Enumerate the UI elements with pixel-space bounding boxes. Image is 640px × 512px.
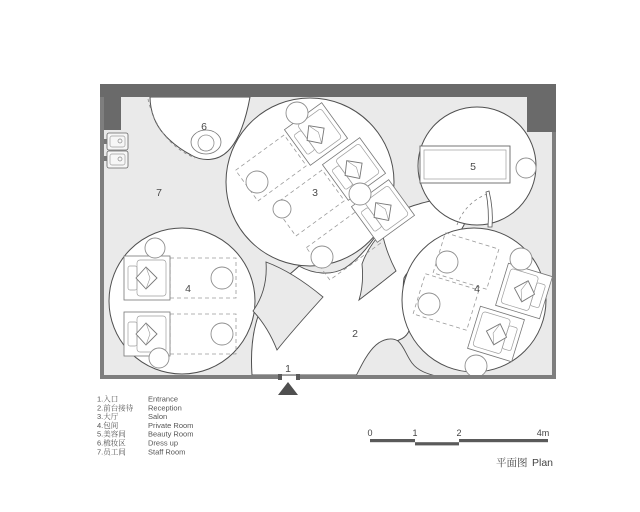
door-jamb: [278, 374, 282, 380]
wall-top: [100, 84, 556, 97]
wall-bottom-left: [100, 375, 281, 379]
stool-icon: [286, 102, 308, 124]
stool-icon: [436, 251, 458, 273]
bed-icon: [124, 256, 170, 300]
legend-label: 2.前台接待: [97, 403, 134, 413]
room-label-salon: 3: [312, 187, 318, 199]
door-jamb: [296, 374, 300, 380]
legend-name: Salon: [148, 412, 168, 422]
room-label-private-right: 4: [474, 283, 480, 295]
stool-icon: [211, 323, 233, 345]
wall-bottom-right: [297, 375, 556, 379]
room-label-private-left: 4: [185, 283, 191, 295]
stool-icon: [418, 293, 440, 315]
scale-segment: [459, 439, 548, 442]
scale-tick: 1: [412, 428, 418, 438]
scale-segment: [370, 439, 415, 442]
stool-icon: [516, 158, 536, 178]
legend-name: Reception: [148, 403, 182, 413]
entrance-arrow-icon: [278, 382, 298, 395]
stool-icon: [145, 238, 165, 258]
wall-right: [552, 132, 556, 379]
scale-tick: 0: [367, 428, 373, 438]
legend: [97, 394, 193, 457]
room-label-dressup: 6: [201, 121, 207, 133]
legend-name: Entrance: [148, 394, 179, 404]
scale-tick: 2: [456, 428, 462, 438]
room-label-reception: 2: [352, 328, 358, 340]
plan-title-zh: 平面图: [496, 457, 528, 469]
legend-label: 6.梳妆区: [97, 438, 126, 448]
wall-corner-right: [527, 84, 556, 132]
stool-icon: [510, 248, 532, 270]
stool-icon: [311, 246, 333, 268]
scale-segment: [415, 442, 459, 445]
room-label-entrance: 1: [285, 363, 291, 375]
legend-label: 1.入口: [97, 394, 119, 404]
scale-tick: 4m: [536, 428, 550, 438]
legend-label: 3.大厅: [97, 412, 119, 422]
legend-name: Staff Room: [148, 447, 186, 457]
stool-icon: [465, 355, 487, 377]
stool-icon: [349, 183, 371, 205]
room-label-staff: 7: [156, 187, 162, 199]
legend-name: Beauty Room: [148, 429, 194, 439]
stool-icon: [149, 348, 169, 368]
room-label-beauty: 5: [470, 161, 476, 173]
beauty-table: [420, 146, 510, 183]
scale-bar: [367, 428, 549, 445]
stool-icon: [246, 171, 268, 193]
plan-title-en: Plan: [532, 457, 554, 469]
legend-label: 7.员工间: [97, 447, 126, 457]
plan-title: [496, 457, 553, 469]
stool-icon: [211, 267, 233, 289]
legend-label: 5.美容间: [97, 429, 126, 439]
stool-icon: [273, 200, 291, 218]
wall-left: [100, 97, 104, 379]
legend-label: 4.包间: [97, 420, 119, 430]
legend-name: Private Room: [148, 420, 194, 430]
vanity-counter-icon: [191, 130, 221, 154]
legend-name: Dress up: [148, 438, 179, 448]
